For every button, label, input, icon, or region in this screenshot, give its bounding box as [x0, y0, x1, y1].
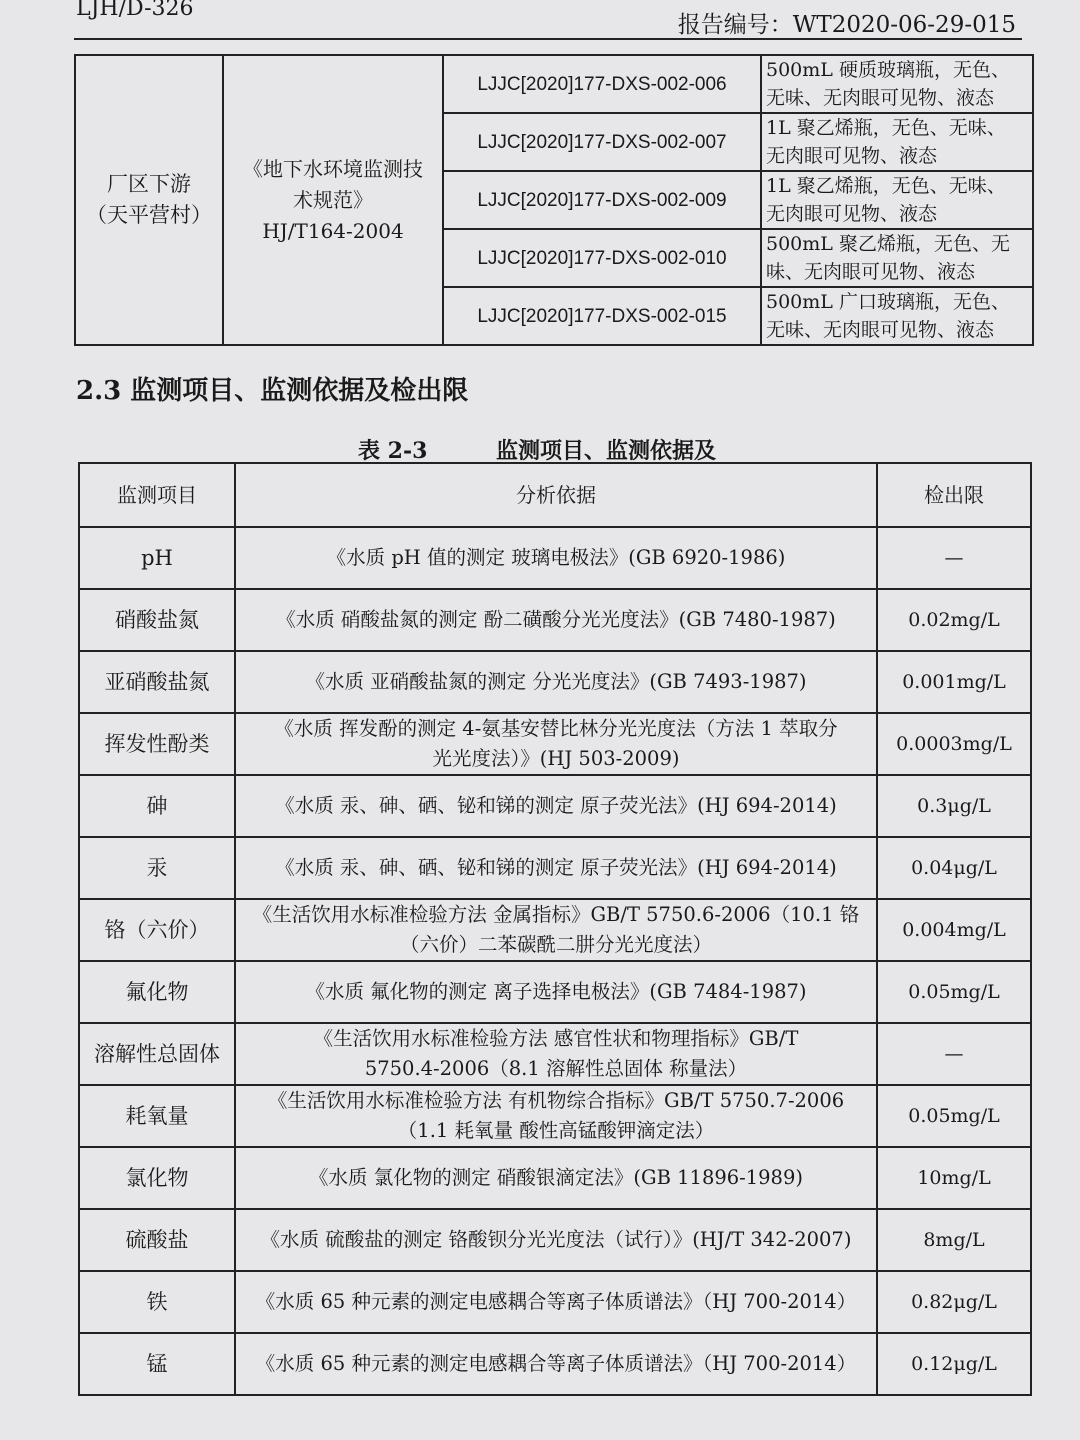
- header-basis: 分析依据: [235, 463, 877, 527]
- basis-line: 《水质 硝酸盐氮的测定 酚二磺酸分光光度法》(GB 7480-1987): [276, 608, 836, 631]
- table-caption: 监测项目、监测依据及: [496, 438, 717, 464]
- monitoring-item: 氟化物: [79, 961, 235, 1023]
- table-row: [79, 1271, 1031, 1333]
- basis-line: 《水质 挥发酚的测定 4-氨基安替比林分光光度法（方法 1 萃取分: [274, 717, 838, 740]
- table-row: [79, 1147, 1031, 1209]
- analysis-basis: [235, 1209, 877, 1271]
- detection-limit: 0.05mg/L: [877, 1085, 1031, 1147]
- table-row: [75, 55, 1033, 113]
- basis-line: 《水质 汞、砷、硒、铋和锑的测定 原子荧光法》(HJ 694-2014): [275, 856, 837, 879]
- table-row: [79, 1085, 1031, 1147]
- table-row: [79, 1209, 1031, 1271]
- method-table: [78, 462, 1032, 1396]
- table-row: [79, 775, 1031, 837]
- basis-line: 5750.4-2006（8.1 溶解性总固体 称量法）: [364, 1057, 748, 1080]
- monitoring-item: 氯化物: [79, 1147, 235, 1209]
- monitoring-item: 硝酸盐氮: [79, 589, 235, 651]
- method-table-body: [79, 527, 1031, 1395]
- table-header-row: [79, 463, 1031, 527]
- analysis-basis: [235, 1271, 877, 1333]
- basis-line: 《水质 硫酸盐的测定 铬酸钡分光光度法（试行）》(HJ/T 342-2007): [260, 1228, 852, 1251]
- monitoring-item: 汞: [79, 837, 235, 899]
- basis-line: 《水质 亚硝酸盐氮的测定 分光光度法》(GB 7493-1987): [305, 670, 807, 693]
- analysis-basis: [235, 775, 877, 837]
- table-row: [79, 837, 1031, 899]
- table-row: [79, 713, 1031, 775]
- basis-line: 《水质 65 种元素的测定电感耦合等离子体质谱法》（HJ 700-2014）: [255, 1290, 857, 1313]
- monitoring-item: 铁: [79, 1271, 235, 1333]
- detection-limit: 0.001mg/L: [877, 651, 1031, 713]
- sampling-location: 厂区下游 （天平营村）: [75, 55, 223, 345]
- basis-line: （1.1 耗氧量 酸性高锰酸钾滴定法）: [397, 1119, 715, 1142]
- monitoring-item: 砷: [79, 775, 235, 837]
- header-limit: 检出限: [877, 463, 1031, 527]
- monitoring-item: 铬（六价）: [79, 899, 235, 961]
- table-row: [79, 651, 1031, 713]
- analysis-basis: [235, 1023, 877, 1085]
- analysis-basis: [235, 837, 877, 899]
- basis-line: 《水质 汞、砷、硒、铋和锑的测定 原子荧光法》(HJ 694-2014): [275, 794, 837, 817]
- doc-code: LJH/D-326: [76, 0, 194, 21]
- table-row: [79, 589, 1031, 651]
- analysis-basis: [235, 1147, 877, 1209]
- table-row: [79, 527, 1031, 589]
- container-description: 500mL 广口玻璃瓶，无色、 无味、无肉眼可见物、液态: [761, 287, 1033, 345]
- sample-id: LJJC[2020]177-DXS-002-007: [443, 113, 761, 171]
- detection-limit: 0.0003mg/L: [877, 713, 1031, 775]
- detection-limit: 0.04μg/L: [877, 837, 1031, 899]
- table-row: [79, 961, 1031, 1023]
- analysis-basis: [235, 961, 877, 1023]
- detection-limit: —: [877, 527, 1031, 589]
- section-title: 2.3 监测项目、监测依据及检出限: [76, 376, 469, 406]
- container-description: 500mL 聚乙烯瓶，无色、无 味、无肉眼可见物、液态: [761, 229, 1033, 287]
- basis-line: 《水质 pH 值的测定 玻璃电极法》(GB 6920-1986): [326, 546, 786, 569]
- container-description: 500mL 硬质玻璃瓶，无色、 无味、无肉眼可见物、液态: [761, 55, 1033, 113]
- header-item: 监测项目: [79, 463, 235, 527]
- detection-limit: —: [877, 1023, 1031, 1085]
- sample-id: LJJC[2020]177-DXS-002-010: [443, 229, 761, 287]
- monitoring-item: 亚硝酸盐氮: [79, 651, 235, 713]
- monitoring-item: 溶解性总固体: [79, 1023, 235, 1085]
- analysis-basis: [235, 899, 877, 961]
- basis-line: 《生活饮用水标准检验方法 有机物综合指标》GB/T 5750.7-2006: [267, 1089, 845, 1112]
- sample-id: LJJC[2020]177-DXS-002-015: [443, 287, 761, 345]
- sample-id: LJJC[2020]177-DXS-002-009: [443, 171, 761, 229]
- table-row: [79, 1023, 1031, 1085]
- container-description: 1L 聚乙烯瓶，无色、无味、 无肉眼可见物、液态: [761, 171, 1033, 229]
- container-description: 1L 聚乙烯瓶，无色、无味、 无肉眼可见物、液态: [761, 113, 1033, 171]
- sample-id: LJJC[2020]177-DXS-002-006: [443, 55, 761, 113]
- monitoring-item: 挥发性酚类: [79, 713, 235, 775]
- detection-limit: 10mg/L: [877, 1147, 1031, 1209]
- table-row: [79, 1333, 1031, 1395]
- table-row: [79, 899, 1031, 961]
- detection-limit: 8mg/L: [877, 1209, 1031, 1271]
- header-divider: [74, 38, 1022, 40]
- detection-limit: 0.004mg/L: [877, 899, 1031, 961]
- analysis-basis: [235, 713, 877, 775]
- analysis-basis: [235, 651, 877, 713]
- basis-line: 《生活饮用水标准检验方法 感官性状和物理指标》GB/T: [313, 1027, 799, 1050]
- basis-line: 光光度法）》(HJ 503-2009): [432, 747, 680, 770]
- report-number: 报告编号：WT2020-06-29-015: [677, 12, 1016, 38]
- monitoring-item: 耗氧量: [79, 1085, 235, 1147]
- detection-limit: 0.02mg/L: [877, 589, 1031, 651]
- table-number: 表 2-3: [358, 438, 428, 464]
- monitoring-item: 硫酸盐: [79, 1209, 235, 1271]
- detection-limit: 0.05mg/L: [877, 961, 1031, 1023]
- detection-limit: 0.12μg/L: [877, 1333, 1031, 1395]
- sample-info-table: [74, 54, 1034, 346]
- analysis-basis: [235, 1333, 877, 1395]
- analysis-basis: [235, 1085, 877, 1147]
- basis-line: 《水质 氯化物的测定 硝酸银滴定法》(GB 11896-1989): [309, 1166, 803, 1189]
- monitoring-item: pH: [79, 527, 235, 589]
- basis-line: 《生活饮用水标准检验方法 金属指标》GB/T 5750.6-2006（10.1 铬: [252, 903, 860, 926]
- basis-line: （六价）二苯碳酰二肼分光光度法）: [399, 933, 712, 956]
- analysis-basis: [235, 589, 877, 651]
- monitoring-item: 锰: [79, 1333, 235, 1395]
- basis-line: 《水质 65 种元素的测定电感耦合等离子体质谱法》（HJ 700-2014）: [255, 1352, 857, 1375]
- analysis-basis: [235, 527, 877, 589]
- detection-limit: 0.3μg/L: [877, 775, 1031, 837]
- monitoring-standard: 《地下水环境监测技 术规范》 HJ/T164-2004: [223, 55, 443, 345]
- basis-line: 《水质 氟化物的测定 离子选择电极法》(GB 7484-1987): [305, 980, 807, 1003]
- detection-limit: 0.82μg/L: [877, 1271, 1031, 1333]
